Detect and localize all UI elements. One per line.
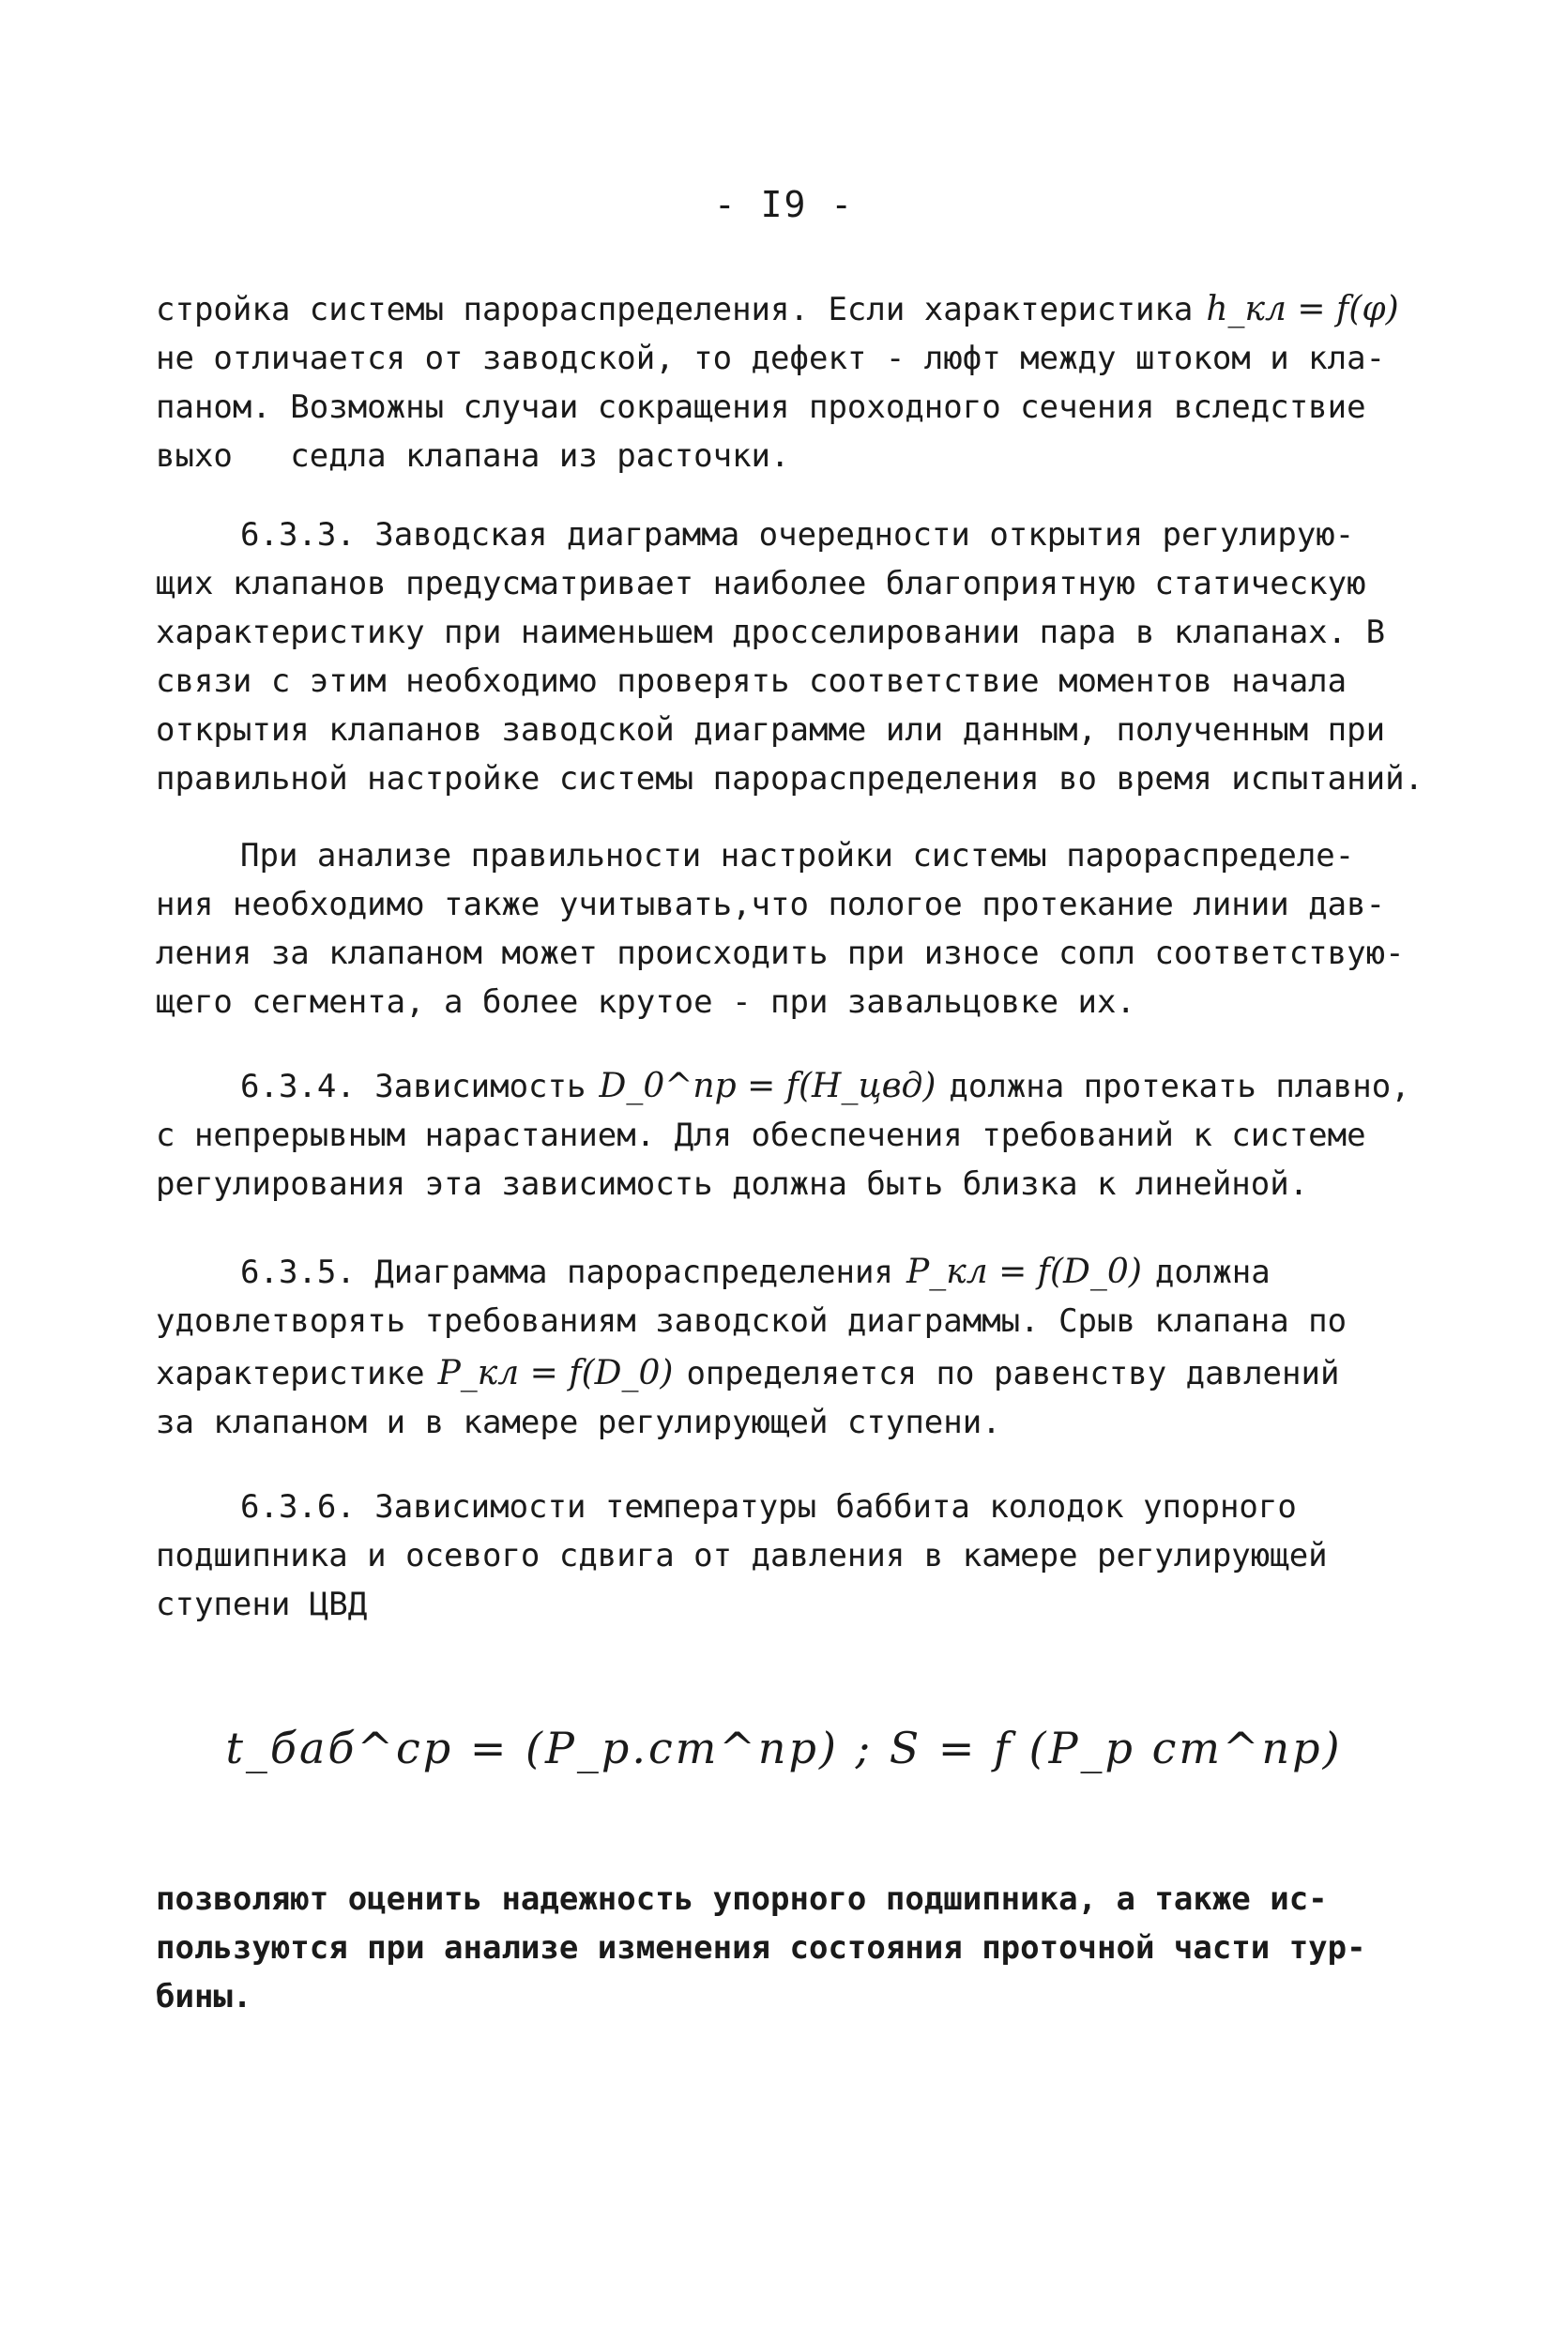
text-line: позволяют оценить надежность упорного подшипника, а также ис- [156,1880,1328,1918]
display-formula: t_баб^ср = (P_р.ст^пр) ; S = f (P_р ст^пр) [225,1723,1343,1773]
text-line [156,1346,1432,1398]
text-line: выхо седла клапана из расточки. [156,437,790,475]
page-number: - I9 - [713,184,855,225]
text-line: 6.3.3. Заводская диаграмма очередности открытия регулирую- [240,516,1355,554]
text-segment: 6.3.5. Диаграмма парораспределения [240,1254,893,1291]
text-line: регулирования эта зависимость должна быть близка к линейной. [156,1165,1309,1203]
paragraph-5 [156,1244,1432,1447]
formula-inline: D_0^пр = f(H_цвд) [599,1067,936,1105]
text-segment: характеристике [156,1355,425,1392]
text-line: щих клапанов предусматривает наиболее благоприятную статическую [156,565,1366,602]
text-line: с непрерывным нарастанием. Для обеспечения требований к системе [156,1117,1366,1154]
text-line: ления за клапаном может происходить при износе сопл соответствую- [156,935,1405,972]
text-line: ступени ЦВД [156,1586,368,1623]
text-line [156,1058,1432,1111]
text-segment: стройка системы парораспределения. Если характеристика [156,291,1194,328]
text-line: бины. [156,1978,252,2015]
text-line [156,281,1432,334]
paragraph-1 [156,281,1432,480]
text-line: подшипника и осевого сдвига от давления в камере регулирующей [156,1537,1328,1574]
text-line: удовлетворять требованиям заводской диаграммы. Срыв клапана по [156,1302,1347,1340]
text-segment: определяется по равенству давлений [686,1355,1340,1392]
paragraph-4 [156,1058,1432,1209]
formula-inline: P_кл = f(D_0) [437,1354,674,1392]
text-line: связи с этим необходимо проверять соответствие моментов начала [156,662,1347,700]
text-line: щего сегмента, а более крутое - при завальцовке их. [156,983,1135,1021]
text-line: правильной настройке системы парораспределения во время испытаний. [156,760,1424,798]
text-line: ния необходимо также учитывать,что пологое протекание линии дав- [156,886,1386,923]
formula-inline: P_кл = f(D_0) [906,1253,1142,1291]
text-segment: 6.3.4. Зависимость [240,1068,586,1105]
paragraph-2 [156,510,1432,803]
formula-inline: h_кл = f(φ) [1206,290,1399,328]
text-line [156,1244,1432,1297]
text-segment: должна протекать плавно, [949,1068,1410,1105]
paragraph-3 [156,831,1432,1027]
text-line: открытия клапанов заводской диаграмме или данным, полученным при [156,711,1386,749]
paragraph-7 [156,1875,1432,2021]
text-line: 6.3.6. Зависимости температуры баббита колодок упорного [240,1488,1297,1526]
text-line: не отличается от заводской, то дефект - люфт между штоком и кла- [156,340,1386,377]
text-line: характеристику при наименьшем дросселировании пара в клапанах. В [156,614,1386,651]
text-segment: должна [1154,1254,1271,1291]
text-line: паном. Возможны случаи сокращения проходного сечения вследствие [156,388,1366,426]
text-line: пользуются при анализе изменения состояния проточной части тур- [156,1929,1366,1967]
text-line: При анализе правильности настройки системы парораспределе- [240,837,1355,874]
p6 [156,1483,1432,1629]
text-line: за клапаном и в камере регулирующей ступени. [156,1404,1001,1441]
